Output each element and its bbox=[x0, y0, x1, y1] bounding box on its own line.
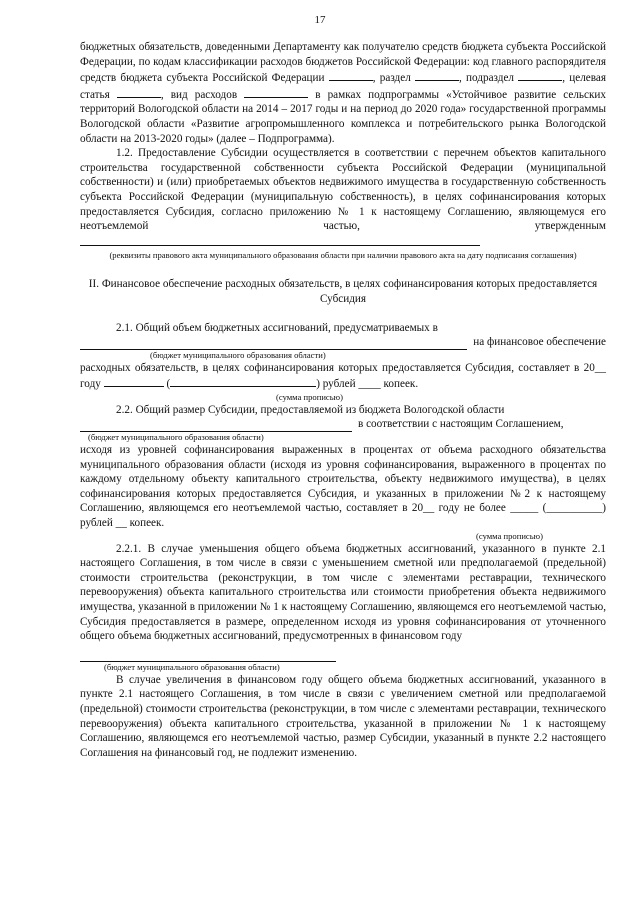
label-podrazdel: , подраздел bbox=[459, 72, 515, 85]
paragraph-1-text: бюджетных обязательств, доведенными Департаменту как получателю средств бюджета субъекта Российской Федерации, по кодам классификации расходов бюджетов Российской Федерации: код главного распорядителя средств бюджета субъекта Российской Федерации bbox=[80, 41, 606, 85]
blank-field bbox=[104, 375, 164, 387]
page-number: 17 bbox=[314, 14, 326, 26]
document-body bbox=[80, 40, 606, 760]
paragraph-2-2-continued: исходя из уровней софинансирования выраженных в процентах от объема расходного обязательства муниципального образования области (исходя из уровня софинансирования, выраженного в процентах по каждому отдельному объекту капитального строительства, объекту недвижимого имущества), в целях софинансирования которых предоставляется Субсидия, и указанных в приложении №2 к настоящему Соглашению, являющемся его неотъемлемой частью, составляет в 20__ году не более _____ (__________) рублей __ копеек. bbox=[80, 444, 606, 530]
paragraph-1-2 bbox=[80, 146, 606, 250]
blank-field-budget bbox=[80, 650, 336, 662]
label-per-agreement: в соответствии с настоящим Соглашением, bbox=[358, 418, 564, 431]
paragraph-2-2: 2.2. Общий размер Субсидии, предоставляемой из бюджета Вологодской области bbox=[116, 403, 505, 416]
section-heading: II. Финансовое обеспечение расходных обязательств, в целях софинансирования которых предоставляется Субсидия bbox=[88, 278, 598, 305]
note-budget-1: (бюджет муниципального образования области) bbox=[150, 349, 326, 360]
blank-field-budget bbox=[80, 420, 352, 432]
note-budget-3: (бюджет муниципального образования области) bbox=[104, 661, 280, 672]
blank-field bbox=[244, 86, 308, 98]
blank-field bbox=[329, 69, 373, 81]
row-budget-2-2 bbox=[80, 417, 606, 432]
blank-field bbox=[117, 86, 161, 98]
label-tselevaya-statya: , целевая статья bbox=[80, 72, 607, 101]
note-sum-1: (сумма прописью) bbox=[276, 391, 343, 402]
blank-field bbox=[415, 69, 459, 81]
note-budget-2: (бюджет муниципального образования области) bbox=[88, 432, 264, 443]
paragraph-1-continuation: в рамках подпрограммы «Устойчивое развитие сельских территорий Вологодской области на 2014 – 2017 годы и на период до 2020 года» государственной программы Вологодской области «Развитие агропромышленного комплекса и потребительского рынка Вологодской области на 2013-2020 годы» (далее – Подпрограмма). bbox=[80, 88, 607, 145]
paragraph-1 bbox=[80, 40, 606, 146]
row-budget-2-1 bbox=[80, 335, 606, 350]
note-sum-2: (сумма прописью) bbox=[476, 530, 543, 541]
paragraph-1-2-text: 1.2. Предоставление Субсидии осуществляется в соответствии с перечнем объектов капитального строительства государственной собственности субъекта Российской Федерации (муниципальной собственности) и (или) приобретаемых объектов недвижимого имущества в государственную собственность субъекта Российской Федерации (муниципальную собственность), в целях софинансирования которых предоставляется Субсидия, согласно приложению № 1 к настоящему Соглашению, являющемуся его неотъемлемой частью, утвержденным bbox=[80, 147, 606, 233]
paragraph-2-2-1: 2.2.1. В случае уменьшения общего объема бюджетных ассигнований, указанного в пункте 2.1 настоящего Соглашения, в том числе в связи с уменьшением сметной или предполагаемой (предельной) стоимости строительства (реконструкции, в том числе с элементами реставрации, технического перевооружения) объекта капитального строительства или стоимости приобретения объекта недвижимого имущества, указанной в приложении № 1 к настоящему Соглашению, являющемся его неотъемлемой частью, Субсидия предоставляется в размере, определенном исходя из уровня софинансирования от уточненного общего объема бюджетных ассигнований, предусмотренных в финансовом году bbox=[80, 542, 606, 643]
label-rubles: ) рублей ____ копеек. bbox=[316, 378, 419, 391]
note-legal-act: (реквизиты правового акта муниципального образования области при наличии правового акта на дату подписания соглашения) bbox=[109, 250, 577, 261]
label-razdel: , раздел bbox=[372, 72, 411, 85]
label-financial-support: на финансовое обеспечение bbox=[473, 336, 606, 349]
blank-field-sum bbox=[170, 375, 316, 387]
paragraph-last: В случае увеличения в финансовом году общего объема бюджетных ассигнований, указанного в пункте 2.1 настоящего Соглашения, в том числе в связи с увеличением сметной или предполагаемой (предельной) стоимости строительства (реконструкции, в том числе с элементами реставрации, технического перевооружения) объекта капитального строительства, указанной в приложении № 1 к настоящему Соглашению, являющемся его неотъемлемой частью, размер Субсидии, указанный в пункте 2.2 настоящего Соглашения на финансовый год, не подлежит изменению. bbox=[80, 673, 606, 759]
blank-field-budget bbox=[80, 338, 467, 350]
blank-field bbox=[518, 69, 562, 81]
paragraph-2-1-continued: расходных обязательств, в целях софинансирования которых предоставляется Субсидия, составляет в 20__ году ( ) рублей ____ копеек. bbox=[80, 361, 606, 391]
label-vid-raskhodov: , вид расходов bbox=[160, 88, 238, 101]
blank-field bbox=[80, 234, 480, 246]
paragraph-2-1-text: расходных обязательств, в целях софинансирования которых предоставляется Субсидия, составляет в 20__ году bbox=[80, 361, 606, 391]
paragraph-2-1: 2.1. Общий объем бюджетных ассигнований, предусматриваемых в bbox=[116, 321, 438, 334]
